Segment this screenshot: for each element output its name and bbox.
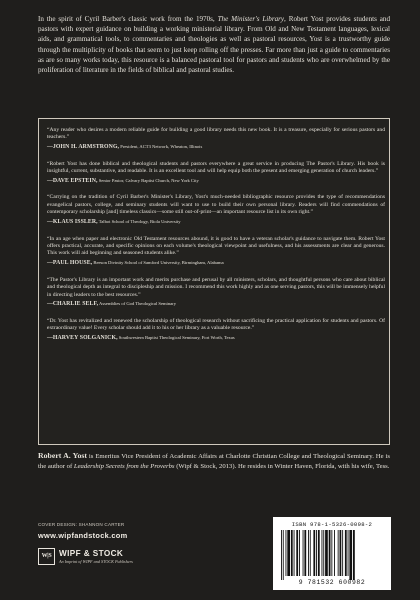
- reviewer-affiliation: President, ACT3 Network, Wheaton, Illinois: [119, 143, 203, 149]
- barcode-bar: [299, 530, 300, 576]
- barcode-bar: [338, 530, 339, 576]
- barcode-bar: [318, 530, 320, 576]
- isbn-label: ISBN 978-1-5326-0098-2: [291, 521, 373, 528]
- barcode-bar: [303, 530, 304, 576]
- review-item: [47, 161, 385, 185]
- review-quote: “Dr. Yost has revitalized and renewed the scholarship of theological research without sacrificing the practical application for students and pastors. Of extraordinary value! Every scholar should add it to his or her library as a valuable resource.”: [47, 317, 385, 332]
- review-quote: “The Pastor's Library is an important work and merits purchase and perusal by all ministers, scholars, and thoughtful persons who care about biblical and theological depth as integral to discipleship and mission. I recommend this work highly and as one serving pastors, this will be immensely helpful in directing leaders to the best resources.”: [47, 276, 385, 298]
- publisher-logo: [38, 545, 208, 567]
- barcode-bar: [325, 530, 328, 576]
- barcode-bar: [342, 530, 343, 576]
- publisher-logo-icon: W|S: [38, 548, 55, 565]
- review-quote: “Robert Yost has done biblical and theological students and pastors everywhere a great service in producing The Pastor's Library. His book is insightful, current, substantive, and readable. It is an excellent tool and will help equip both the present and emerging generation of church leaders.”: [47, 160, 385, 175]
- barcode-bar: [308, 530, 309, 576]
- reviews-box: [38, 118, 390, 445]
- publisher-tagline: An Imprint of WIPF and STOCK Publishers: [59, 558, 133, 564]
- barcode-bar: [281, 530, 282, 580]
- barcode-bar: [316, 530, 317, 576]
- cover-design-credit: COVER DESIGN: SHANNON CARTER: [38, 522, 125, 527]
- review-item: [47, 318, 385, 342]
- reviewer-name: —HARVEY SOLGANICK,: [47, 334, 118, 341]
- review-author: [47, 143, 385, 151]
- barcode-bar: [283, 530, 284, 580]
- barcode-bar: [287, 530, 290, 576]
- barcode-icon: [280, 530, 384, 580]
- barcode-bar: [294, 530, 295, 576]
- bio-text-rest: (Wipf & Stock, 2013). He resides in Winter Haven, Florida, with his wife, Tess.: [174, 462, 390, 470]
- review-item: [47, 194, 385, 226]
- barcode-bar: [313, 530, 315, 576]
- barcode-bar: [286, 530, 287, 576]
- reviewer-affiliation: Southwestern Baptist Theological Seminary, Fort Worth, Texas: [117, 334, 235, 340]
- publisher-text: [59, 549, 133, 564]
- barcode-bar: [348, 530, 349, 576]
- reviewer-name: —PAUL HOUSE,: [47, 259, 93, 266]
- reviewer-name: —KLAUS ISSLER,: [47, 218, 98, 225]
- review-author: [47, 334, 385, 342]
- reviewer-affiliation: Beeson Divinity School of Samford University, Birmingham, Alabama: [92, 259, 224, 265]
- bio-book-title: Leadership Secrets from the Proverbs: [73, 462, 175, 470]
- barcode-bar: [296, 530, 298, 576]
- intro-book-title: The Minister's Library: [217, 15, 285, 23]
- review-author: [47, 300, 385, 308]
- review-quote: “In an age when paper and electronic Old Testament resources abound, it is good to have a veteran scholar's guidance to navigate them. Robert Yost offers practical, accurate, and specific opinions on each volume's theological viewpoint and usefulness, and his assessments are clear and generous. This work will aid beginning and seasoned students alike.”: [47, 235, 385, 257]
- barcode-bar: [353, 530, 355, 580]
- review-quote: “Carrying on the tradition of Cyril Barber's Minister's Library, Yost's much-needed bibliographic resource provides the type of recommendations evangelical pastors, college, and seminary students will want to use to build their own personal library. Readers will find commendations of contemporary scholarship [and] timeless classics—some still out-of-print—an important resource list in its own right.”: [47, 194, 385, 216]
- review-author: [47, 177, 385, 185]
- author-bio: [38, 451, 390, 471]
- review-author: [47, 218, 385, 226]
- barcode-bar: [340, 530, 342, 576]
- barcode-bar: [323, 530, 324, 576]
- reviewer-affiliation: Senior Pastor, Calvary Baptist Church, New York City: [97, 177, 199, 183]
- reviewer-name: —DAVE EPSTEIN,: [47, 177, 98, 184]
- review-quote: “Any reader who desires a modern reliable guide for building a good library needs this new book. It is a treasure, especially for serious pastors and teachers.”: [47, 127, 385, 141]
- reviewer-affiliation: Talbot School of Theology, Biola University: [97, 218, 181, 224]
- barcode-panel: [273, 517, 391, 590]
- reviewer-affiliation: Assemblies of God Theological Seminary: [98, 300, 176, 306]
- intro-text-start: In the spirit of Cyril Barber's classic work from the 1970s,: [38, 15, 218, 23]
- barcode-bar: [304, 530, 306, 576]
- review-item: [47, 277, 385, 309]
- intro-text-rest: , Robert Yost provides students and pastors with expert guidance on building a working ministerial library. From Old and New Testament languages, lexical aids, and grammatical tools, to commentaries and theologies as well as pastoral resources, Yost is a trustworthy guide through the multiplicity of books that seem to just keep rolling off the presses. Far more than just a guide to commentaries as are so many works today, this resource is a balanced pastoral tool for pastors and students who are overwhelmed by the proliferation of literature in the fields of biblical and pastoral studies.: [38, 15, 390, 75]
- barcode-bar: [322, 530, 323, 576]
- barcode-bar: [349, 530, 352, 580]
- review-item: [47, 127, 385, 151]
- review-author: [47, 259, 385, 267]
- reviews-list: [47, 127, 385, 352]
- review-item: [47, 236, 385, 268]
- publisher-name: WIPF & STOCK: [59, 548, 124, 558]
- barcode-bar: [291, 530, 293, 576]
- publisher-url: www.wipfandstock.com: [38, 531, 128, 540]
- author-name: Robert A. Yost: [38, 451, 87, 460]
- barcode-bar: [331, 530, 332, 576]
- reviewer-name: —JOHN H. ARMSTRONG,: [47, 143, 120, 150]
- reviewer-name: —CHARLIE SELF,: [47, 300, 99, 307]
- barcode-bar: [329, 530, 331, 576]
- barcode-bar: [310, 530, 311, 576]
- barcode-digits: 9 781532 600982: [298, 579, 366, 586]
- barcode-bar: [345, 530, 347, 576]
- intro-paragraph: [38, 14, 390, 75]
- bio-text-start: is Emeritus Vice President of Academic Affairs at Charlotte Christian College and Theological Seminary. He is the author of: [38, 453, 391, 470]
- barcode-bar: [334, 530, 335, 576]
